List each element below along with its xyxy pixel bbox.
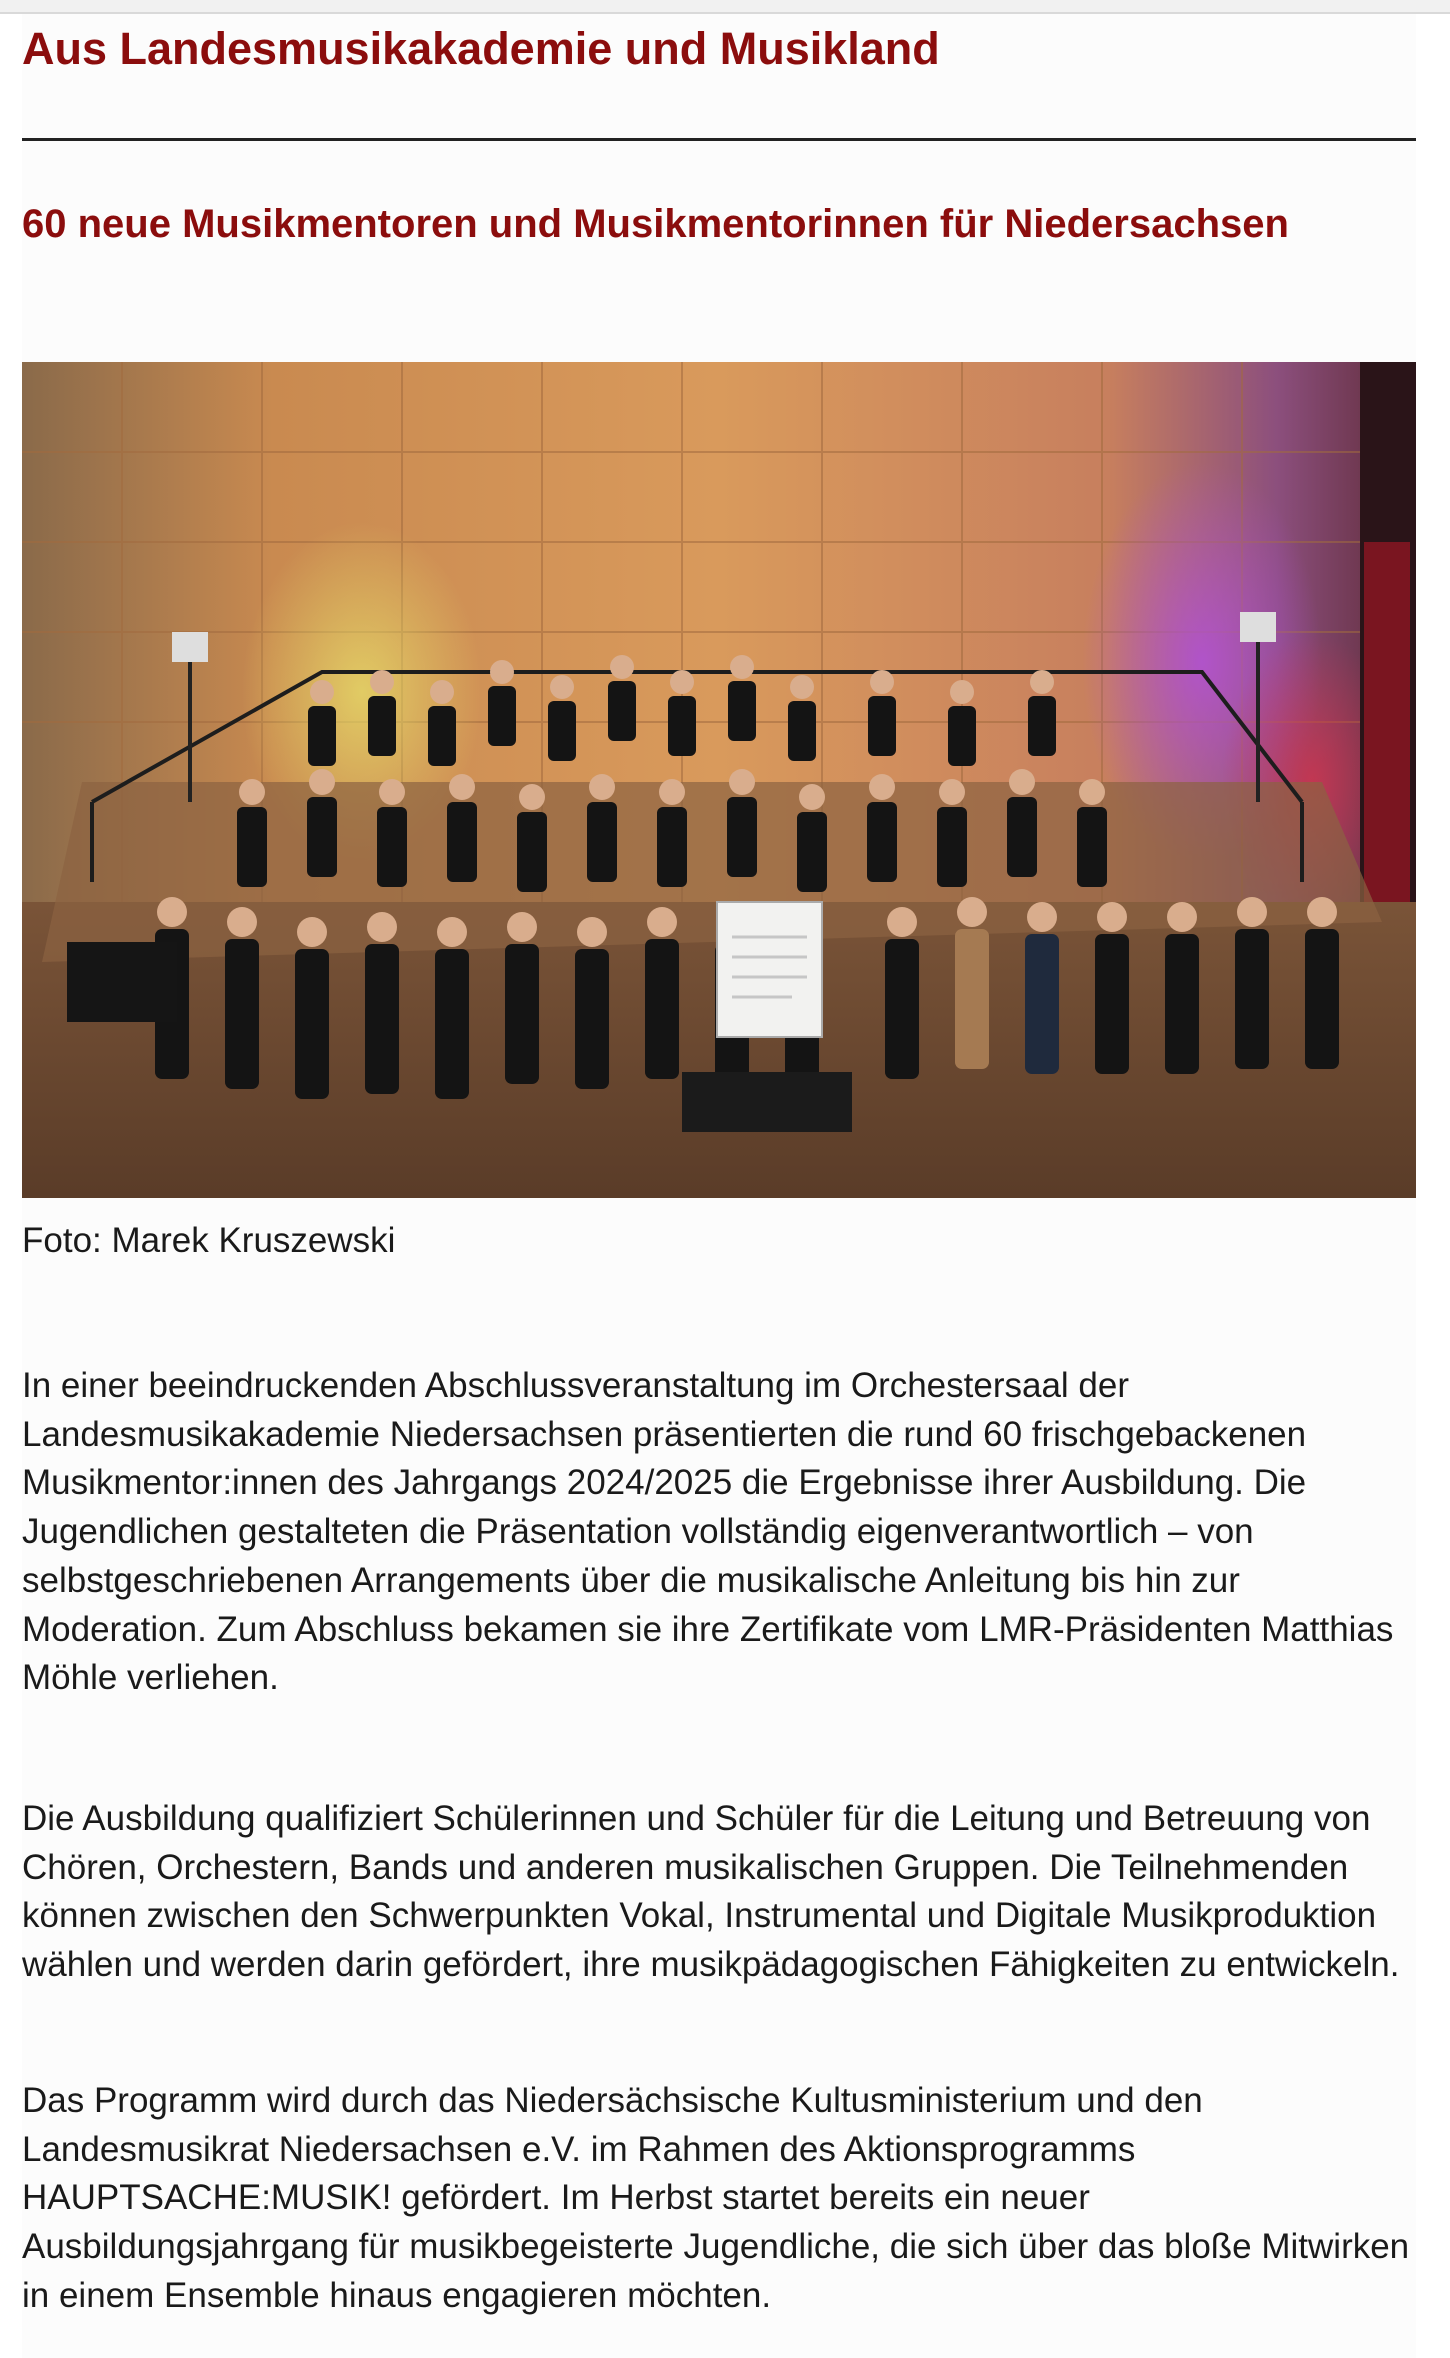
group-photo — [22, 362, 1416, 1198]
article-paragraph: Das Programm wird durch das Niedersächsische Kultusministerium und den Landesmusikrat Niedersachsen e.V. im Rahmen des Aktionsprogramms HAUPTSACHE:MUSIK! gefördert. Im Herbst startet bereits ein neuer Ausbildungsjahrgang für musikbegeisterte Jugendliche, die sich über das bloße Mitwirken in einem Ensemble hinaus engagieren möchten. — [22, 2081, 1410, 2315]
article-title: 60 neue Musikmentoren und Musikmentorinnen für Niedersachsen — [22, 202, 1289, 246]
section-heading: Aus Landesmusikakademie und Musikland — [22, 23, 940, 74]
section-divider — [22, 138, 1416, 141]
top-border — [0, 0, 1450, 14]
article-paragraph: In einer beeindruckenden Abschlussveranstaltung im Orchestersaal der Landesmusikakademie Niedersachsen präsentierten die rund 60 frischgebackenen Musikmentor:innen des Jahrgangs 2024/2025 die Ergebnisse ihrer Ausbildung. Die Jugendlichen gestalteten die Präsentation vollständig eigenverantwortlich – von selbstgeschriebenen Arrangements über die musikalische Anleitung bis hin zur Moderation. Zum Abschluss bekamen sie ihre Zertifikate vom LMR-Präsidenten Matthias Möhle verliehen. — [22, 1366, 1394, 1698]
photo-caption: Foto: Marek Kruszewski — [22, 1221, 396, 1260]
article-paragraph: Die Ausbildung qualifiziert Schülerinnen und Schüler für die Leitung und Betreuung von Chören, Orchestern, Bands und anderen musikalischen Gruppen. Die Teilnehmenden können zwischen den Schwerpunkten Vokal, Instrumental und Digitale Musikproduktion wählen und werden darin gefördert, ihre musikpädagogischen Fähigkeiten zu entwickeln. — [22, 1799, 1400, 1985]
